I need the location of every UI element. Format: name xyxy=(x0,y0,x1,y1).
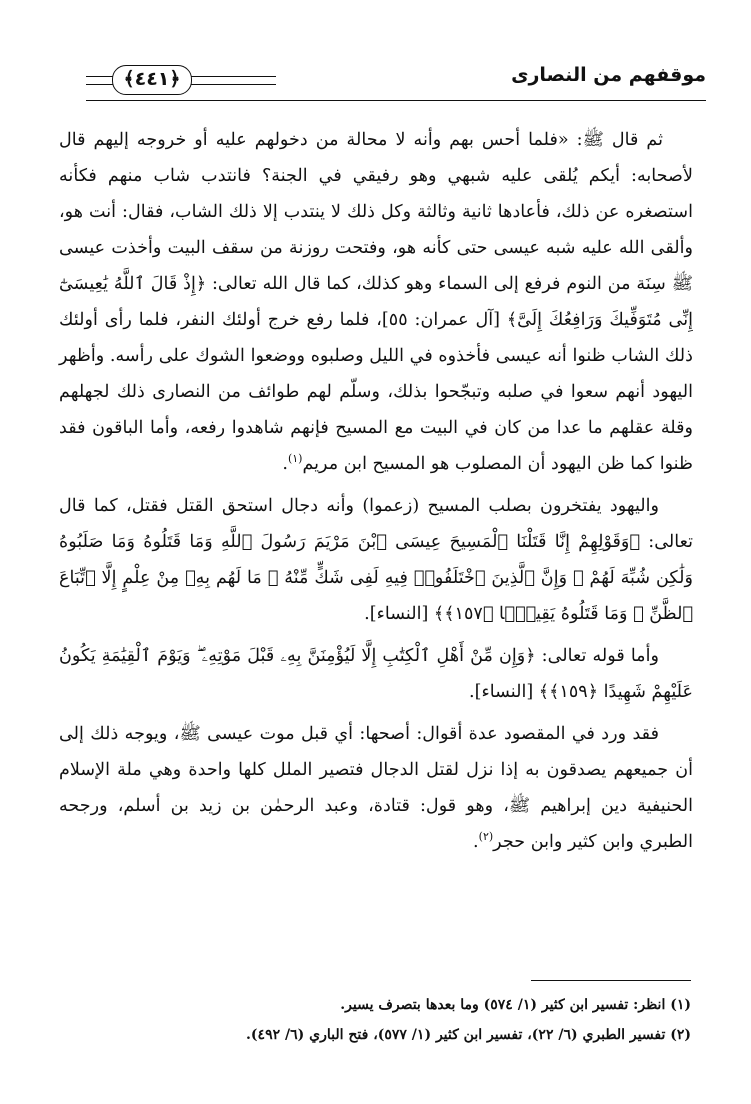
footnote-ref-1[interactable]: (١) xyxy=(287,452,303,466)
main-text xyxy=(59,122,693,866)
page-number: ﴿٤٤١﴾ xyxy=(112,65,192,95)
paragraph-1-end: . xyxy=(282,454,288,474)
paragraph-4 xyxy=(59,716,693,860)
footnotes xyxy=(61,990,691,1050)
paragraph-4-end: . xyxy=(473,832,479,852)
paragraph-4-text: فقد ورد في المقصود عدة أقوال: أصحها: أي قبل موت عيسى ﷺ، ويوجه ذلك إلى أن جميعهم يصدقون به إذا نزل لقتل الدجال فتصير الملل كلها واحدة وهي ملة الإسلام الحنيفية دين إبراهيم ﷺ، وهو قول: قتادة، وعبد الرحمٰن بن زيد بن أسلم، ورجحه الطبري وابن كثير وابن حجر xyxy=(59,724,693,852)
footnote-ref-2[interactable]: (٢) xyxy=(478,830,494,844)
page-header xyxy=(86,60,706,110)
paragraph-1-text: ثم قال ﷺ: «فلما أحس بهم وأنه لا محالة من دخولهم عليه أو خروجه إليهم قال لأصحابه: أيكم يُلقى عليه شبهي وهو رفيقي في الجنة؟ فانتدب شاب منهم فكأنه استصغره عن ذلك، فأعادها ثانية وثالثة وكل ذلك لا ينتدب إلا ذلك الشاب، فقال: أنت هو، وألقى الله عليه شبه عيسى حتى كأنه هو، وفتحت روزنة من سقف البيت وأخذت عيسى ﷺ سِنَة من النوم فرفع إلى السماء وهو كذلك، كما قال الله تعالى: ﴿إِذْ قَالَ ٱللَّهُ يَٰعِيسَىٰٓ إِنِّى مُتَوَفِّيكَ وَرَافِعُكَ إِلَىَّ﴾ [آل عمران: ٥٥]، فلما رفع خرج أولئك النفر، فلما رأى أولئك ذلك الشاب ظنوا أنه عيسى فأخذوه في الليل وصلبوه ووضعوا الشوك على رأسه. وأظهر اليهود أنهم سعوا في صلبه وتبجّحوا بذلك، وسلّم لهم طوائف من النصارى ذلك لجهلهم وقلة عقلهم ما عدا من كان في البيت مع المسيح فإنهم شاهدوا رفعه، وأما الباقون فقد ظنوا كما ظن اليهود أن المصلوب هو المسيح ابن مريم xyxy=(59,130,693,474)
page-number-ornament xyxy=(86,68,276,94)
paragraph-1 xyxy=(59,122,693,482)
paragraph-2: واليهود يفتخرون بصلب المسيح (زعموا) وأنه دجال استحق القتل فقتل، كما قال تعالى: ﴿وَقَوْلِهِمْ إِنَّا قَتَلْنَا ٱلْمَسِيحَ عِيسَى ٱبْنَ مَرْيَمَ رَسُولَ ٱللَّهِ وَمَا قَتَلُوهُ وَمَا صَلَبُوهُ وَلَٰكِن شُبِّهَ لَهُمْ ۚ وَإِنَّ ٱلَّذِينَ ٱخْتَلَفُوا۟ فِيهِ لَفِى شَكٍّ مِّنْهُ ۚ مَا لَهُم بِهِۦ مِنْ عِلْمٍ إِلَّا ٱتِّبَاعَ ٱلظَّنِّ ۚ وَمَا قَتَلُوهُ يَقِينًۢا ﴿١٥٧﴾﴾ [النساء]. xyxy=(59,496,693,624)
footnote-1: (١) انظر: تفسير ابن كثير (١/ ٥٧٤) وما بعدها بتصرف يسير. xyxy=(340,997,691,1013)
footnote-2: (٢) تفسير الطبري (٦/ ٢٢)، تفسير ابن كثير (١/ ٥٧٧)، فتح الباري (٦/ ٤٩٢). xyxy=(246,1027,691,1043)
footnote-separator xyxy=(531,980,691,981)
header-rule xyxy=(86,100,706,101)
running-title: موقفهم من النصارى xyxy=(511,64,706,86)
paragraph-3: وأما قوله تعالى: ﴿وَإِن مِّنْ أَهْلِ ٱلْكِتَٰبِ إِلَّا لَيُؤْمِنَنَّ بِهِۦ قَبْلَ مَوْتِهِۦ ۖ وَيَوْمَ ٱلْقِيَٰمَةِ يَكُونُ عَلَيْهِمْ شَهِيدًا ﴿١٥٩﴾﴾ [النساء]. xyxy=(59,646,693,702)
